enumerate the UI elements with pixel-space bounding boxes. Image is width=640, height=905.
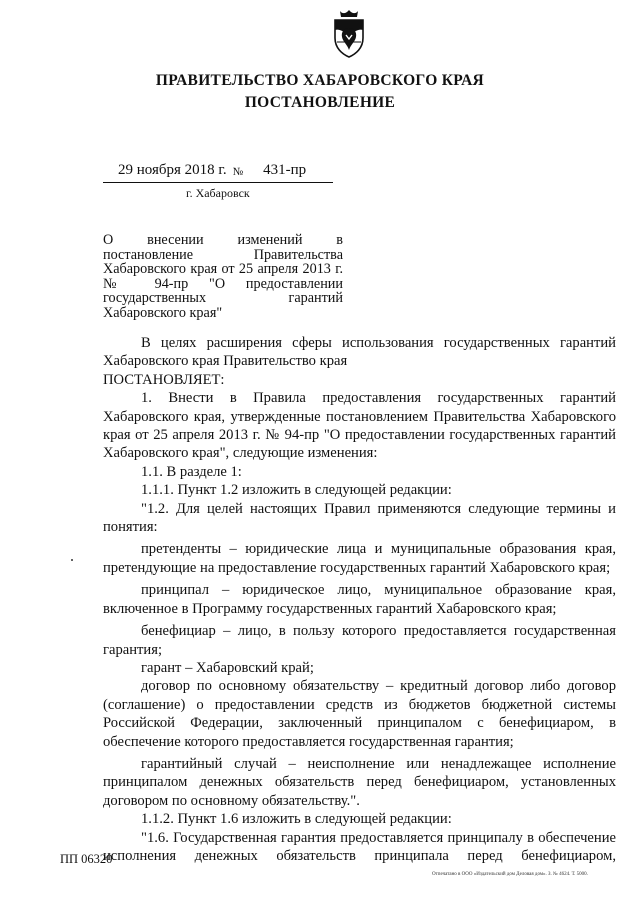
document-number: 431-пр <box>263 162 307 178</box>
definition-paragraph: принципал – юридическое лицо, муниципальное образование края, включенное в Программу государственных гарантий Хабаровского края; <box>103 582 616 617</box>
document-kind-title: ПОСТАНОВЛЕНИЕ <box>244 94 396 111</box>
organization-title: ПРАВИТЕЛЬСТВО ХАБАРОВСКОГО КРАЯ <box>155 72 485 89</box>
document-date: 29 ноября 2018 г. <box>118 162 227 178</box>
body-paragraph: 1. Внести в Правила предоставления государственных гарантий Хабаровского края, утвержденные постановлением Правительства Хабаровского края от 25 апреля 2013 г. № 94-пр "О предоставлении государственных гарантий Хабаровского края", следующие изменения: <box>103 390 616 462</box>
definition-paragraph: претенденты – юридические лица и муниципальные образования края, претендующие на предоставление государственных гарантий Хабаровского края; <box>103 541 616 576</box>
printer-imprint: Отпечатано в ООО «Издательский дом Деловая дом». З. № 4624. Т. 5000. <box>432 872 588 877</box>
scan-speck <box>71 559 73 561</box>
definition-paragraph: гарантийный случай – неисполнение или ненадлежащее исполнение принципалом денежных обязательств перед бенефициаром, установленных договором по основному обязательству.". <box>103 755 616 809</box>
definition-paragraph: гарант – Хабаровский край; <box>141 659 314 676</box>
city-label: г. Хабаровск <box>186 186 250 200</box>
definition-paragraph: договор по основному обязательству – кредитный договор либо договор (соглашение) о предоставлении средств из бюджетов бюджетной системы Российской Федерации, заключенный принципалом с бенефициаром, в обеспечение которого предоставляется государственная гарантия; <box>103 678 616 750</box>
body-paragraph: 1.1.2. Пункт 1.6 изложить в следующей редакции: <box>141 811 452 828</box>
body-paragraph: "1.2. Для целей настоящих Правил применяются следующие термины и понятия: <box>103 500 616 536</box>
body-paragraph: 1.1.1. Пункт 1.2 изложить в следующей редакции: <box>141 482 452 499</box>
document-code: ПП 06320 <box>60 852 113 866</box>
date-underline <box>103 182 333 183</box>
document-body <box>103 334 616 865</box>
date-number-line <box>118 162 306 179</box>
body-paragraph: 1.1. В разделе 1: <box>141 463 242 480</box>
preamble-paragraph: В целях расширения сферы использования государственных гарантий Хабаровского края Правительство края <box>103 335 616 370</box>
number-sign: № <box>232 166 244 178</box>
document-subject: О внесении изменений в постановление Правительства Хабаровского края от 25 апреля 2013 г. № 94-пр "О предоставлении государственных гарантий Хабаровского края" <box>103 232 343 321</box>
coat-of-arms-icon <box>329 8 369 58</box>
resolves-heading: ПОСТАНОВЛЯЕТ: <box>103 371 225 388</box>
definition-paragraph: бенефициар – лицо, в пользу которого предоставляется государственная гарантия; <box>103 623 616 658</box>
body-paragraph: "1.6. Государственная гарантия предоставляется принципалу в обеспечение исполнения денежных обязательств принципала перед бенефициаром, <box>103 829 616 864</box>
